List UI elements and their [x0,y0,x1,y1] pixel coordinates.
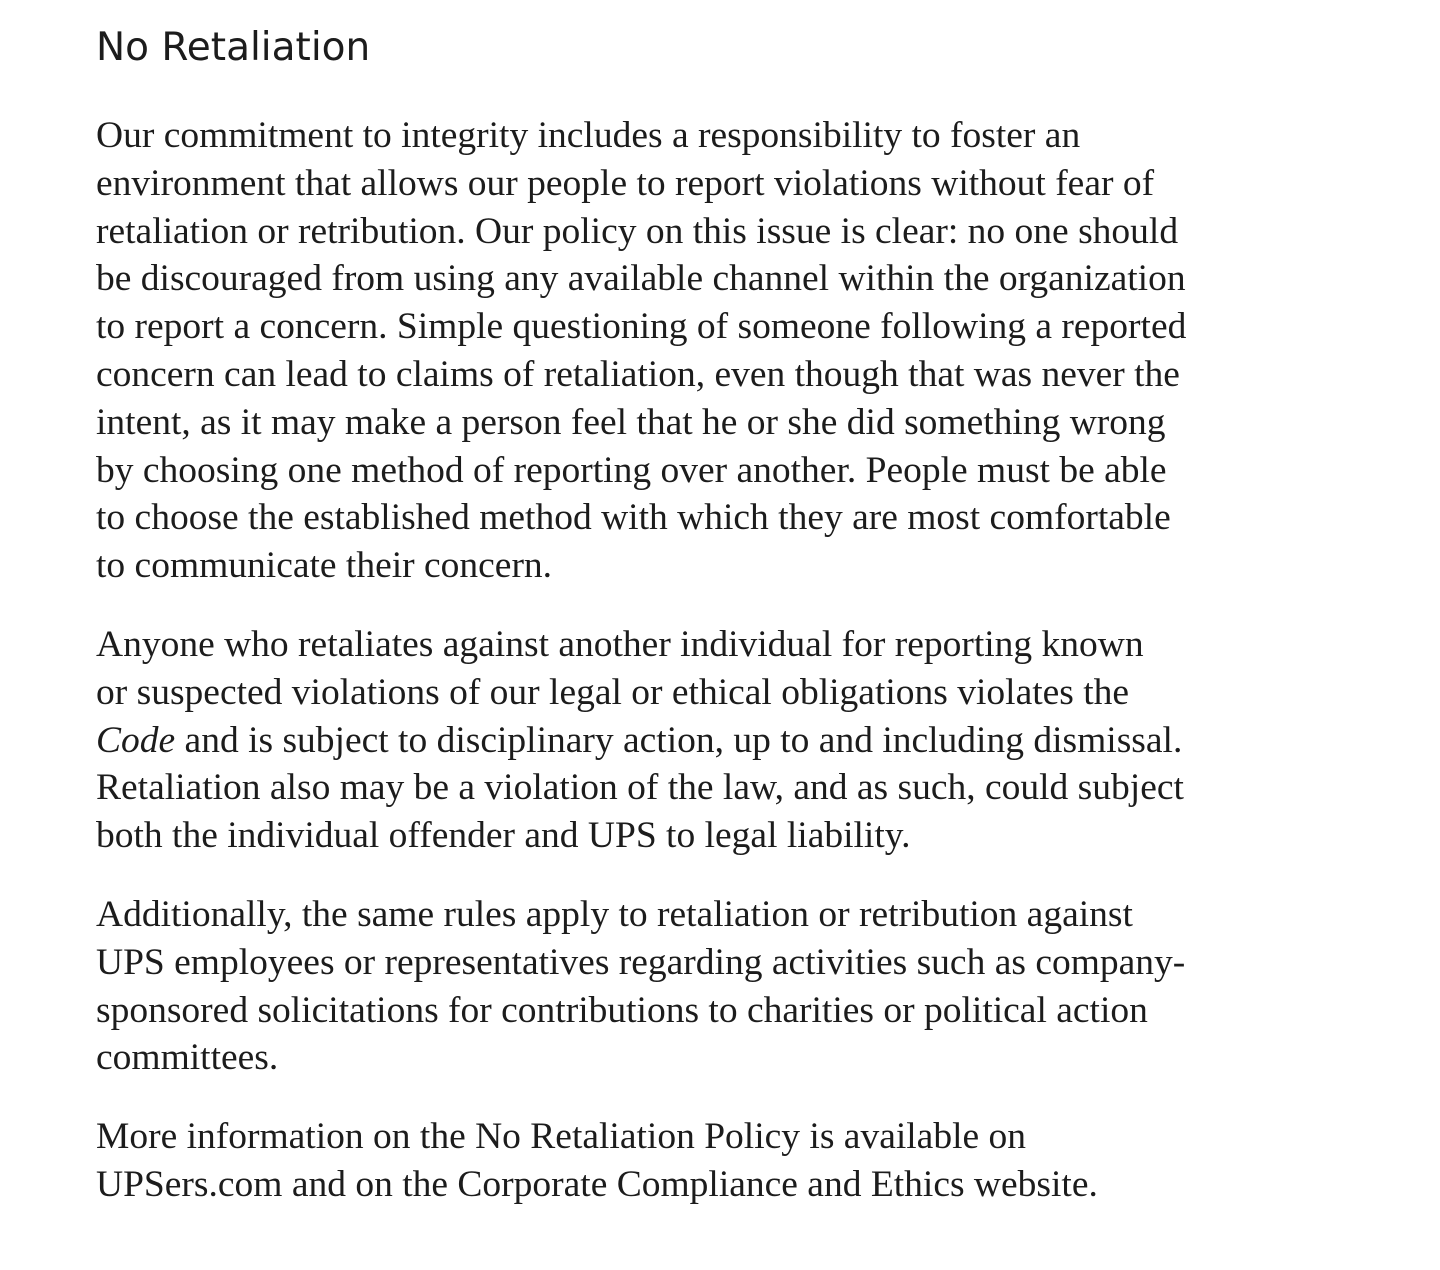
text-line: sponsored solicitations for contributions to charities or political action [96,989,1148,1031]
text-line: More information on the No Retaliation Policy is available on [96,1116,1027,1158]
text-line: Additionally, the same rules apply to retaliation or retribution against [96,893,1133,935]
text-line: both the individual offender and UPS to legal liability. [96,815,911,857]
document-page [96,18,1336,1240]
text-line [96,717,1336,765]
text-line: concern can lead to claims of retaliation, even though that was never the [96,353,1180,395]
text-line: be discouraged from using any available channel within the organization [96,258,1186,300]
text-line: environment that allows our people to report violations without fear of [96,162,1155,204]
text-line: Our commitment to integrity includes a responsibility to foster an [96,115,1081,156]
text-line-rest: and is subject to disciplinary action, up to and including dismissal. [175,719,1183,761]
paragraph-commitment [96,112,1336,590]
code-italic-term: Code [96,719,176,761]
text-line: UPSers.com and on the Corporate Compliance and Ethics website. [96,1163,1098,1205]
text-line: UPS employees or representatives regarding activities such as company- [96,941,1186,983]
text-line: Anyone who retaliates against another individual for reporting known [96,623,1144,665]
text-line: to report a concern. Simple questioning of someone following a reported [96,306,1187,348]
text-line: to choose the established method with which they are most comfortable [96,497,1171,539]
text-line: or suspected violations of our legal or ethical obligations violates the [96,671,1130,713]
page-title: No Retaliation [96,25,371,70]
text-line: committees. [96,1037,279,1079]
paragraph-consequences [96,621,1336,860]
text-line: to communicate their concern. [96,545,553,587]
text-line: by choosing one method of reporting over another. People must be able [96,449,1167,491]
text-line: retaliation or retribution. Our policy on this issue is clear: no one should [96,210,1179,252]
text-line: intent, as it may make a person feel that he or she did something wrong [96,401,1166,443]
paragraph-additional-rules [96,891,1336,1082]
paragraph-more-information [96,1113,1336,1209]
text-line: Retaliation also may be a violation of the law, and as such, could subject [96,767,1184,809]
